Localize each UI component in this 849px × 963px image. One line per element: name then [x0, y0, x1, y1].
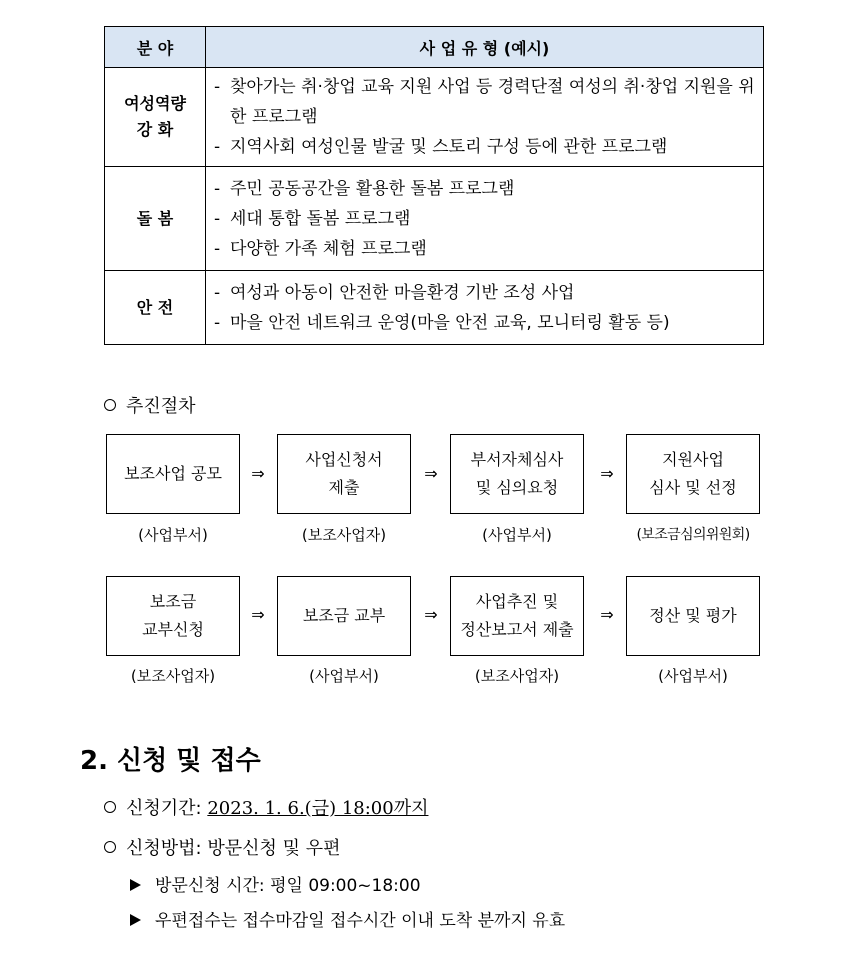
- flow-box-6: 보조금 교부: [277, 576, 411, 656]
- role-label: (사업부서): [138, 526, 208, 544]
- flow-box-2: 사업신청서 제출: [277, 434, 411, 514]
- role-label: (보조금심의위원회): [636, 527, 750, 543]
- role-label: (보조사업자): [474, 667, 560, 685]
- application-period: 신청기간: 2023. 1. 6.(금) 18:00까지: [104, 794, 428, 820]
- role-label: (사업부서): [658, 667, 728, 685]
- role-label: (보조사업자): [301, 526, 387, 544]
- list-item: - 다양한 가족 체험 프로그램: [214, 234, 755, 264]
- role-label: (보조사업자): [130, 667, 216, 685]
- period-value: 2023. 1. 6.(금) 18:00까지: [207, 798, 429, 819]
- category-women: 여성역량 강 화: [105, 68, 206, 167]
- circle-bullet-icon: [104, 841, 116, 853]
- arrow-icon: ⇒: [600, 464, 614, 483]
- header-type: 사 업 유 형 (예시): [206, 27, 764, 68]
- application-method: 신청방법: 방문신청 및 우편: [104, 834, 341, 860]
- list-item: - 주민 공동공간을 활용한 돌봄 프로그램: [214, 174, 755, 204]
- flow-box-8: 정산 및 평가: [626, 576, 760, 656]
- items-women: [206, 68, 764, 167]
- list-item: - 세대 통합 돌봄 프로그램: [214, 204, 755, 234]
- triangle-bullet-icon: [130, 879, 141, 891]
- items-safety: [206, 271, 764, 345]
- section-title: 2. 신청 및 접수: [80, 746, 261, 776]
- role-label: (사업부서): [309, 667, 379, 685]
- circle-bullet-icon: [104, 801, 116, 813]
- list-item: - 여성과 아동이 안전한 마을환경 기반 조성 사업: [214, 278, 755, 308]
- arrow-icon: ⇒: [251, 464, 265, 483]
- category-safety: 안 전: [105, 271, 206, 345]
- arrow-icon: ⇒: [424, 605, 438, 624]
- header-field: 분 야: [105, 27, 206, 68]
- flow-box-7: 사업추진 및 정산보고서 제출: [450, 576, 584, 656]
- flow-box-1: 보조사업 공모: [106, 434, 240, 514]
- flow-box-4: 지원사업 심사 및 선정: [626, 434, 760, 514]
- arrow-icon: ⇒: [251, 605, 265, 624]
- flow-box-3: 부서자체심사 및 심의요청: [450, 434, 584, 514]
- visit-hours: 방문신청 시간: 평일 09:00~18:00: [130, 871, 421, 896]
- role-label: (사업부서): [482, 526, 552, 544]
- mail-validity: 우편접수는 접수마감일 접수시간 이내 도착 분까지 유효: [130, 906, 565, 931]
- flow-box-5: 보조금 교부신청: [106, 576, 240, 656]
- procedure-title: 추진절차: [104, 392, 196, 418]
- triangle-bullet-icon: [130, 914, 141, 926]
- arrow-icon: ⇒: [600, 605, 614, 624]
- category-care: 돌 봄: [105, 167, 206, 271]
- items-care: [206, 167, 764, 271]
- list-item: - 지역사회 여성인물 발굴 및 스토리 구성 등에 관한 프로그램: [214, 132, 755, 162]
- program-type-table: [104, 26, 764, 345]
- list-item: - 마을 안전 네트워크 운영(마을 안전 교육, 모니터링 활동 등): [214, 308, 755, 338]
- list-item: - 찾아가는 취·창업 교육 지원 사업 등 경력단절 여성의 취·창업 지원을 위한 프로그램: [214, 72, 755, 132]
- arrow-icon: ⇒: [424, 464, 438, 483]
- circle-bullet-icon: [104, 399, 116, 411]
